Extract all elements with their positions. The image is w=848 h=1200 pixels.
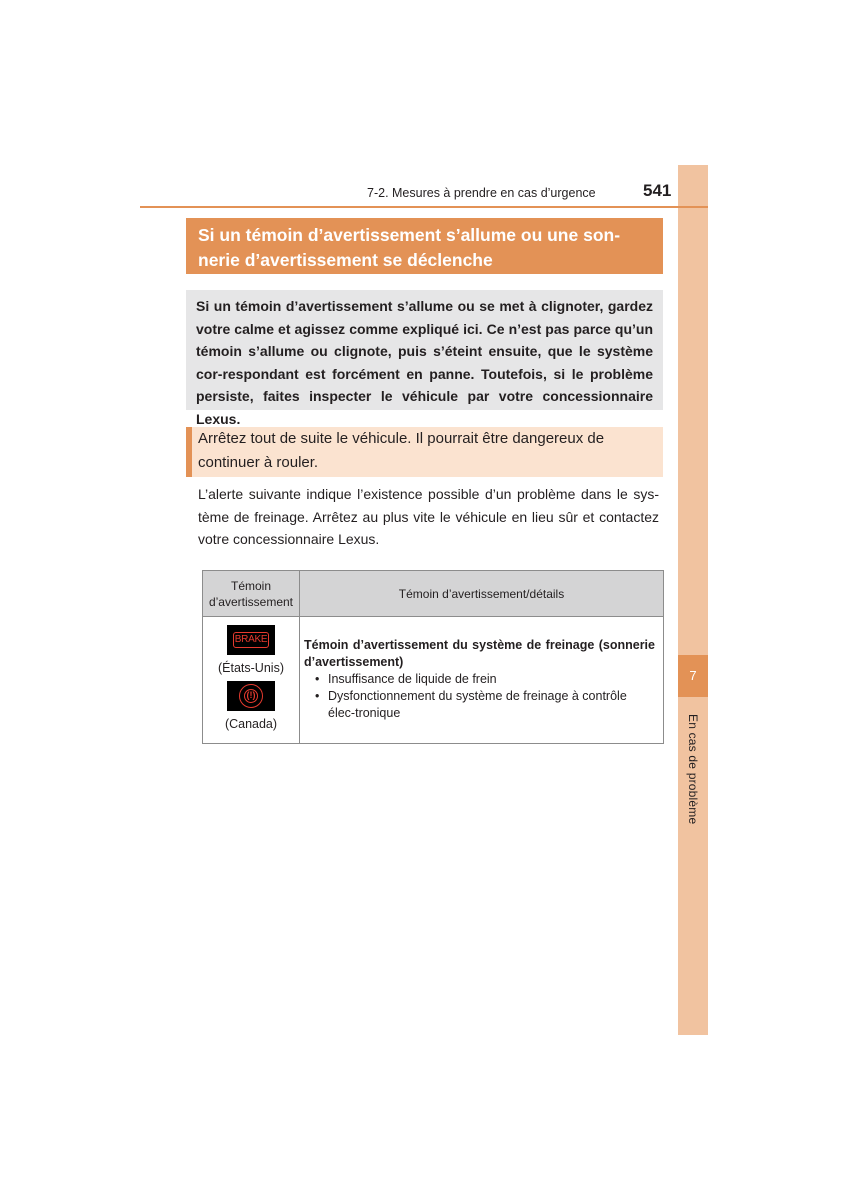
detail-list (304, 671, 655, 722)
detail-cell (300, 617, 664, 744)
brake-circle-warning-icon (227, 681, 275, 711)
brake-warning-icon (227, 625, 275, 655)
side-tab (678, 165, 708, 1035)
body-paragraph: L’alerte suivante indique l’existence possible d’un problème dans le sys-tème de freinage. Arrêtez au plus vite le véhicule en lieu sûr et contactez votre concessionnaire Lexus. (198, 486, 659, 547)
brake-warning-text: BRAKE (233, 632, 269, 648)
chapter-title: En cas de problème (686, 714, 700, 825)
indicator-label-canada: (Canada) (224, 717, 278, 731)
table-header-row (203, 571, 664, 617)
page-title-line-1: Si un témoin d’avertissement s’allume ou une son- (198, 225, 621, 245)
section-header: 7-2. Mesures à prendre en cas d’urgence (367, 186, 596, 200)
warning-light-table (202, 570, 664, 744)
list-item: • Dysfonctionnement du système de freinage à contrôle élec-tronique (328, 688, 655, 722)
detail-title: Témoin d’avertissement du système de freinage (sonnerie d’avertissement) (304, 638, 655, 669)
page-title-line-2: nerie d’avertissement se déclenche (198, 250, 493, 270)
page-title (186, 218, 663, 274)
indicator-cell (203, 617, 300, 744)
table-row (203, 617, 664, 744)
table-header-details: Témoin d’avertissement/détails (300, 571, 664, 617)
warning-box: Arrêtez tout de suite le véhicule. Il pourrait être dangereux de continuer à rouler. (186, 427, 663, 477)
list-item: • Insuffisance de liquide de frein (328, 671, 655, 688)
table-header-indicator: Témoin d’avertissement (203, 571, 300, 617)
chapter-number-tab[interactable]: 7 (678, 655, 708, 697)
circle-inner: (!) (244, 689, 258, 703)
page-number: 541 (643, 181, 672, 200)
header-divider (140, 206, 708, 208)
intro-box: Si un témoin d’avertissement s’allume ou se met à clignoter, gardez votre calme et agissez comme expliqué ici. Ce n’est pas parce qu’un témoin s’allume ou clignote, puis s’éteint ensuite, que le système cor-respondant est forcément en panne. Toutefois, si le problème persiste, faites inspecter le véhicule par votre concessionnaire Lexus. (186, 290, 663, 410)
indicator-label-us: (États-Unis) (218, 661, 284, 675)
